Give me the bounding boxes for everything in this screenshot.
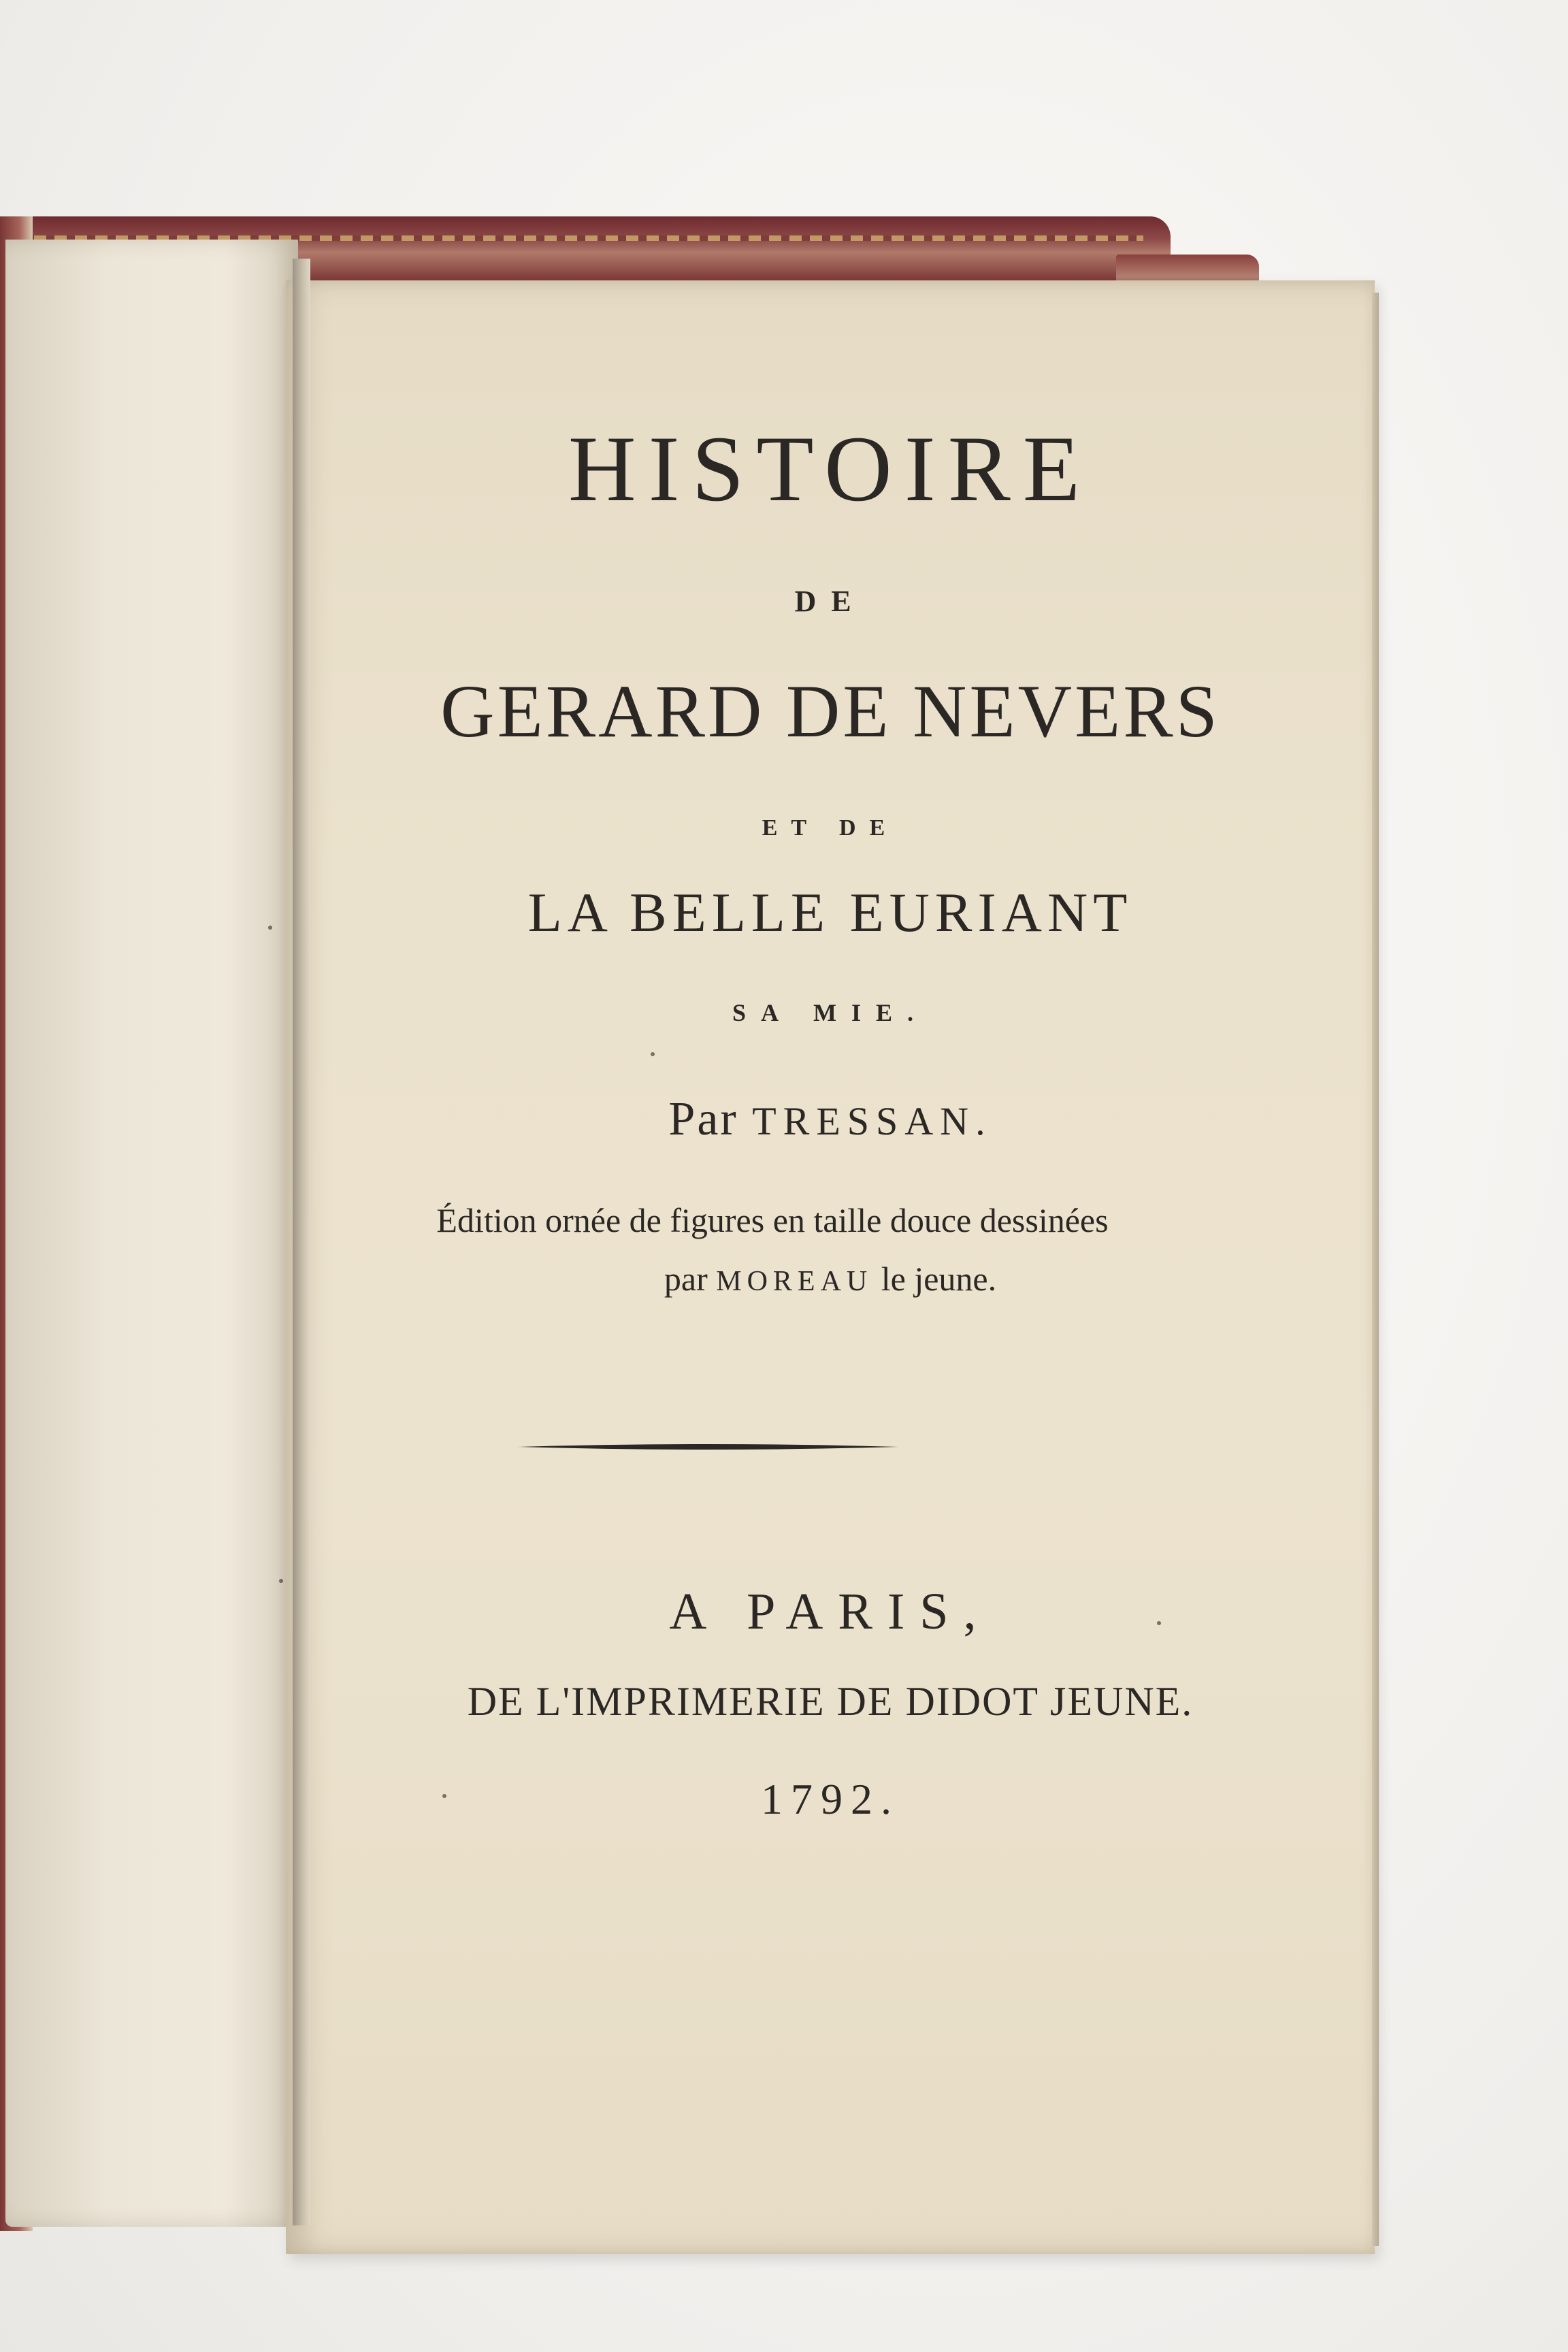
illustrator-prefix: par <box>664 1260 708 1298</box>
paper-foxing-spot <box>279 1579 283 1583</box>
title-belle-euriant: LA BELLE EURIANT <box>527 881 1133 943</box>
illustrator-suffix: le jeune. <box>881 1260 997 1298</box>
edition-line: Édition ornée de figures en taille douce dessinées <box>436 1201 1109 1239</box>
title-de: DE <box>794 585 866 618</box>
author-prefix: Par <box>668 1093 738 1145</box>
imprint-printer: DE L'IMPRIMERIE DE DIDOT JEUNE. <box>467 1679 1194 1724</box>
author-name: TRESSAN. <box>752 1099 992 1143</box>
title-sa-mie: SA MIE. <box>732 999 929 1026</box>
book-gutter <box>293 259 310 2225</box>
blank-flyleaf-page <box>5 240 298 2227</box>
imprint-place: A PARIS, <box>669 1583 992 1640</box>
paper-foxing-spot <box>651 1052 655 1056</box>
paper-foxing-spot <box>442 1794 446 1798</box>
author-line <box>286 1093 1375 1145</box>
title-gerard-de-nevers: GERARD DE NEVERS <box>440 670 1220 753</box>
title-histoire: HISTOIRE <box>568 416 1093 521</box>
title-et-de: ET DE <box>762 815 899 840</box>
illustrator-line <box>286 1262 1375 1296</box>
paper-foxing-spot <box>268 926 272 930</box>
illustrator-name: MOREAU <box>716 1266 873 1297</box>
paper-foxing-spot <box>1157 1621 1161 1625</box>
imprint-year: 1792. <box>761 1775 900 1823</box>
decorative-rule <box>517 1443 898 1451</box>
